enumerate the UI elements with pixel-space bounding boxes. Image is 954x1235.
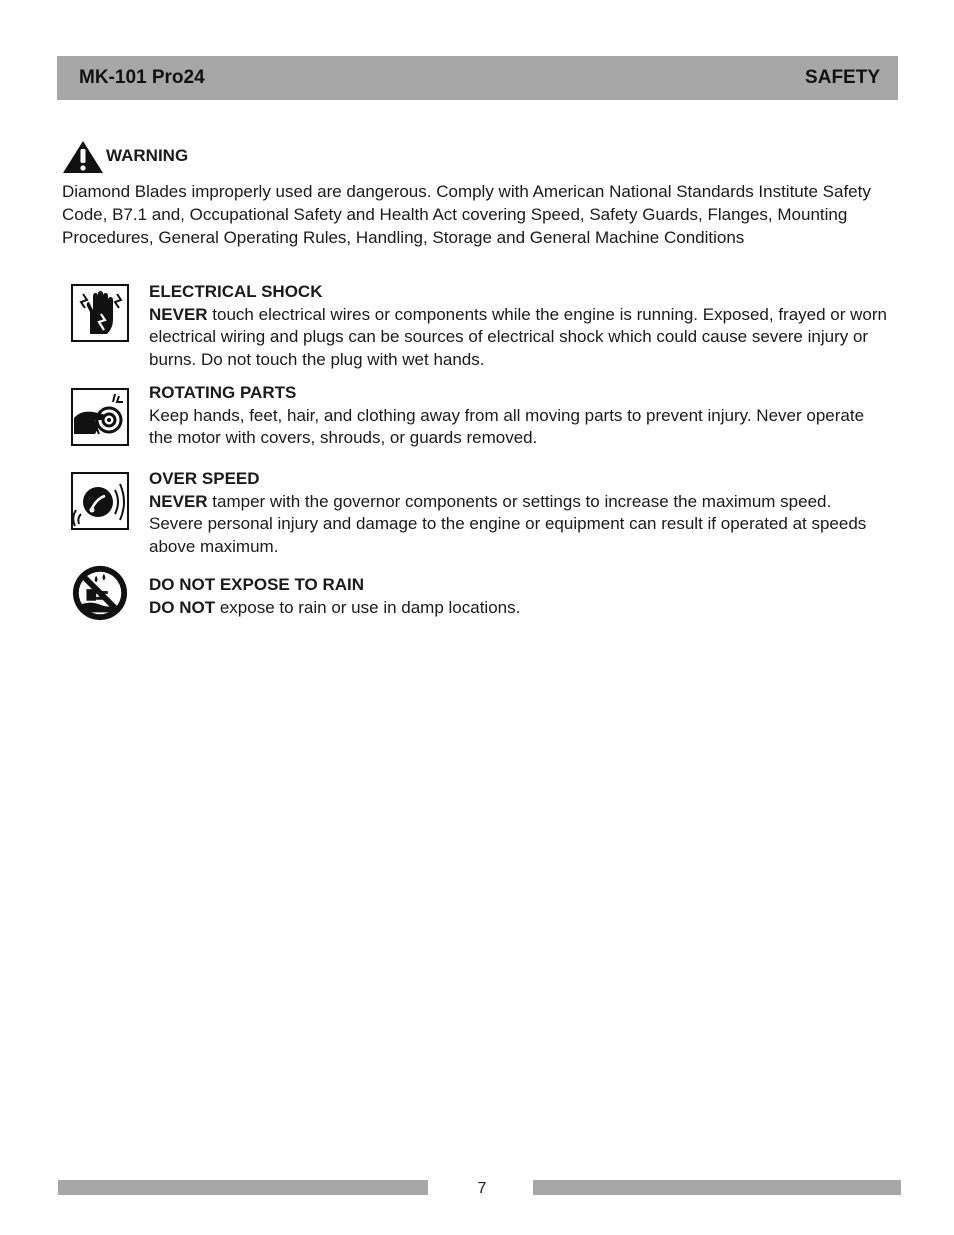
footer-bar-left <box>58 1180 428 1195</box>
over-speed-icon <box>71 472 129 530</box>
hazard-text <box>149 468 889 558</box>
hazard-text <box>149 574 889 619</box>
model-name: MK-101 Pro24 <box>79 67 205 88</box>
rotating-parts-icon <box>71 388 129 446</box>
warning-label: WARNING <box>106 146 189 165</box>
hazard-body: tamper with the governor components or settings to increase the maximum speed. Severe personal injury and damage to the engine or equipment can result if operated at speeds above maximum. <box>149 491 867 556</box>
hazard-body: expose to rain or use in damp locations. <box>215 597 521 617</box>
section-title: SAFETY <box>805 67 880 88</box>
hazard-title: OVER SPEED <box>149 469 260 488</box>
hazard-title: ROTATING PARTS <box>149 383 297 402</box>
page-number: 7 <box>477 1180 487 1197</box>
footer-bar-right <box>533 1180 901 1195</box>
hazard-lead: NEVER <box>149 304 208 324</box>
hazard-lead: DO NOT <box>149 597 216 617</box>
hazard-lead: NEVER <box>149 491 208 511</box>
hazard-body: Keep hands, feet, hair, and clothing away from all moving parts to prevent injury. Never operate the motor with covers, shrouds, or guards removed. <box>149 405 865 447</box>
warning-text: Diamond Blades improperly used are dangerous. Comply with American National Standards Institute Safety Code, B7.1 and, Occupational Safety and Health Act covering Speed, Safety Guards, Flanges, Mounting Procedures, General Operating Rules, Handling, Storage and General Machine Conditions <box>62 182 871 247</box>
hazard-text <box>149 382 889 450</box>
no-rain-icon <box>71 564 129 622</box>
hazard-title: ELECTRICAL SHOCK <box>149 282 323 301</box>
hazard-title: DO NOT EXPOSE TO RAIN <box>149 575 365 594</box>
warning-heading <box>62 140 188 174</box>
page-header <box>57 56 898 100</box>
warning-triangle-icon <box>62 140 104 174</box>
hazard-text <box>149 281 889 371</box>
hazard-body: touch electrical wires or components while the engine is running. Exposed, frayed or worn electrical wiring and plugs can be sources of electrical shock which could cause severe injury or burns. Do not touch the plug with wet hands. <box>149 304 887 369</box>
electrical-shock-icon <box>71 284 129 342</box>
